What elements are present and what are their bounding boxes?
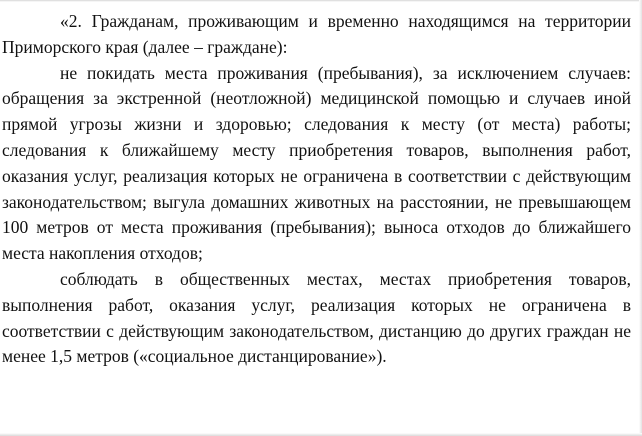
paragraph-social-distancing: соблюдать в общественных местах, местах приобретения товаров, выполнения работ, оказания услуг, реализация которых не ограничена в соответствии с действующим законодательством, дистанцию до других граждан не менее 1,5 метров («социальное дистанцирование»). <box>2 268 631 367</box>
paragraph-stay-home-rule: не покидать места проживания (пребывания), за исключением случаев: обращения за экстренной (неотложной) медицинской помощью и случаев иной прямой угрозы жизни и здоровью; следования к месту (от места) работы; следования к ближайшему месту приобретения товаров, выполнения работ, оказания услуг, реализация которых не ограничена в соответствии с действующим законодательством; выгула домашних животных на расстоянии, не превышающем 100 метров от места проживания (пребывания); выноса отходов до ближайшего места накопления отходов; <box>2 62 631 264</box>
document-body <box>2 9 631 370</box>
page-top-edge <box>0 0 642 2</box>
paragraph-point-2-intro: «2. Гражданам, проживающим и временно находящимся на территории Приморского края (далее – граждане): <box>2 11 631 57</box>
